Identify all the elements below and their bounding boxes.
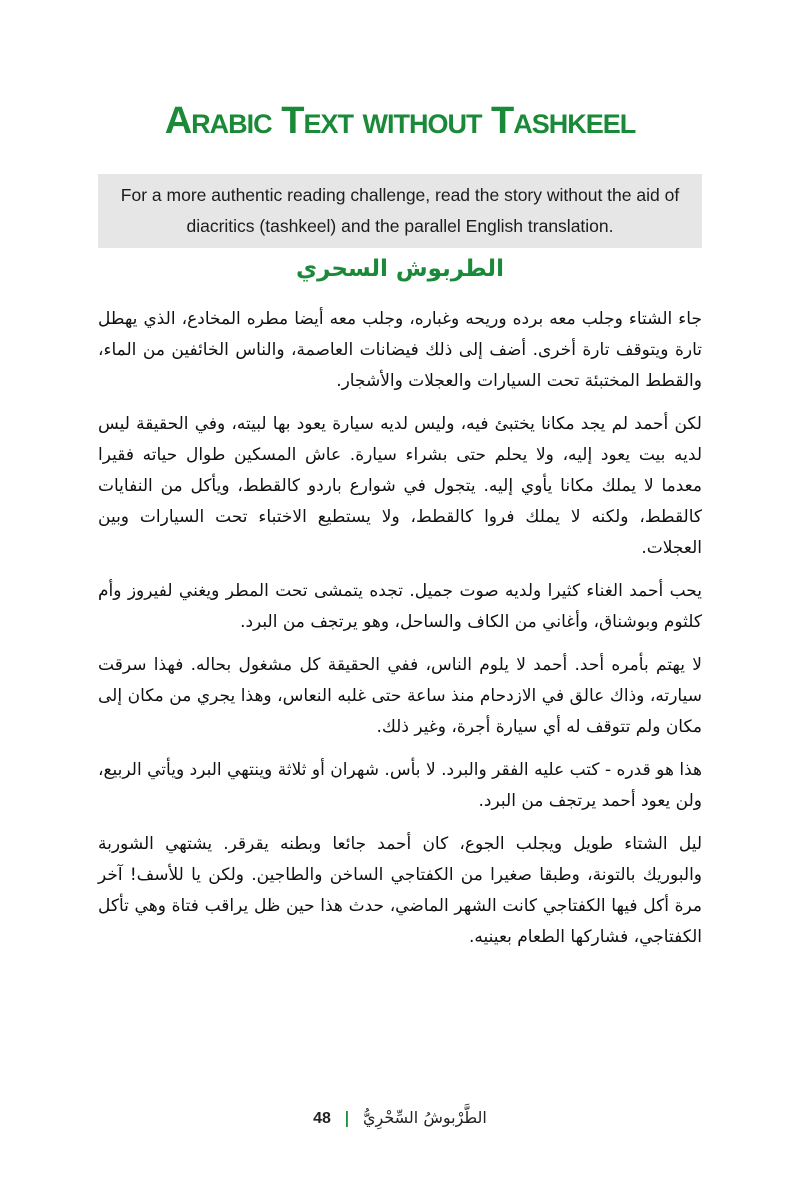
- page-footer: [0, 1108, 800, 1128]
- page-title: Arabic Text without Tashkeel: [164, 100, 636, 142]
- story-paragraph: لكن أحمد لم يجد مكانا يختبئ فيه، وليس لديه سيارة يعود بها لبيته، وفي الحقيقة ليس لديه بيت يعود إليه، ولا يحلم حتى بشراء سيارة. عاش المسكين طوال حياته فقيرا معدما لا يملك مكانا يأوي إليه. يتجول في شوارع باردو كالقطط، ويأكل من النفايات كالقطط، ولكنه لا يملك فروا كالقطط، ولا يستطيع الاختباء تحت السيارات وبين العجلات.: [98, 414, 702, 558]
- story-paragraph: يحب أحمد الغناء كثيرا ولديه صوت جميل. تجده يتمشى تحت المطر ويغني لفيروز وأم كلثوم وبوشناق، وأغاني من الكاف والساحل، وهو يرتجف من البرد.: [98, 581, 702, 632]
- story-title: الطربوش السحري: [296, 256, 504, 282]
- story-paragraph: جاء الشتاء وجلب معه برده وريحه وغباره، وجلب معه أيضا مطره المخادع، الذي يهطل تارة ويتوقف تارة أخرى. أضف إلى ذلك فيضانات العاصمة، والناس الخائفين من الماء، والقطط المختبئة تحت السيارات والعجلات والأشجار.: [98, 309, 702, 391]
- story-paragraph: ليل الشتاء طويل ويجلب الجوع، كان أحمد جائعا وبطنه يقرقر. يشتهي الشوربة والبوريك بالتونة، وطبقا صغيرا من الكفتاجي الساخن والطاجين. ولكن يا للأسف! آخر مرة أكل فيها الكفتاجي كانت الشهر الماضي، حدث هذا حين ظل يراقب فتاة وهي تأكل الكفتاجي، فشاركها الطعام بعينيه.: [98, 834, 702, 947]
- page-number: 48: [313, 1110, 331, 1127]
- story-body: [98, 304, 702, 965]
- footer-separator: |: [344, 1108, 350, 1127]
- story-paragraph: هذا هو قدره - كتب عليه الفقر والبرد. لا بأس. شهران أو ثلاثة وينتهي البرد ويأتي الربيع، ولن يعود أحمد يرتجف من البرد.: [98, 760, 702, 811]
- running-book-title: الطَّرْبوشُ السِّحْرِيُّ: [362, 1108, 487, 1127]
- intro-note: [98, 174, 702, 248]
- intro-text: For a more authentic reading challenge, read the story without the aid of diacritics (tashkeel) and the parallel English translation.: [120, 185, 680, 236]
- story-paragraph: لا يهتم بأمره أحد. أحمد لا يلوم الناس، ففي الحقيقة كل مشغول بحاله. فهذا سرقت سيارته، وذاك عالق في الازدحام منذ ساعة حتى غلبه النعاس، وهذا يجري من مكان إلى مكان ولم تتوقف له أي سيارة أجرة، وغير ذلك.: [98, 655, 702, 737]
